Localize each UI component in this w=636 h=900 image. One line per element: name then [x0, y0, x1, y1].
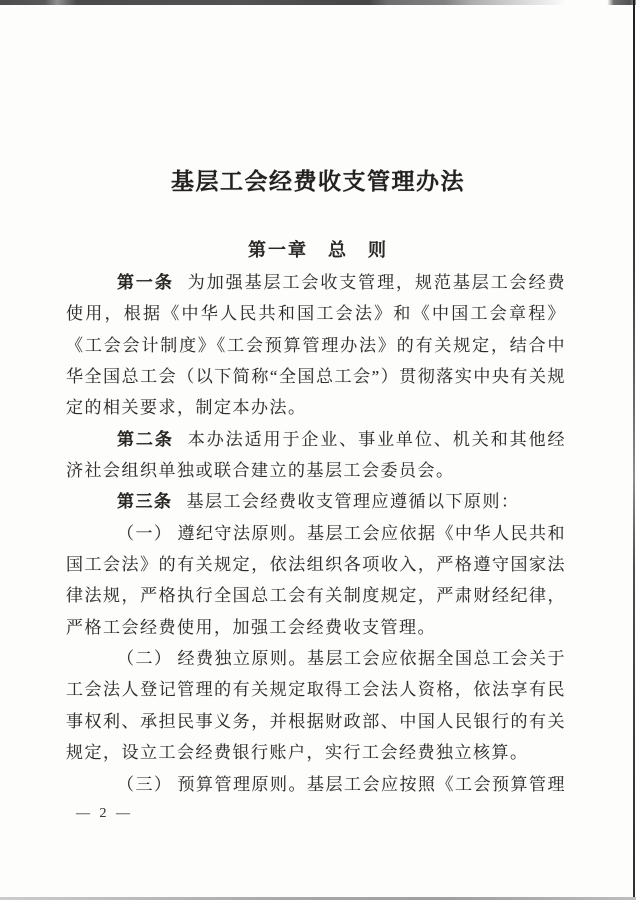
article-text: 为加强基层工会收支管理，规范基层工会经费使用，根据《中华人民共和国工会法》和《中国工会章程》《工会会计制度》《工会预算管理办法》的有关规定，结合中华全国总工会（以下简称“全国总工会”）贯彻落实中央有关规定的相关要求，制定本办法。 — [66, 273, 567, 418]
paragraph-article-3 — [66, 486, 566, 517]
article-text: 本办法适用于企业、事业单位、机关和其他经济社会组织单独或联合建立的基层工会委员会。 — [66, 429, 567, 481]
item-text: 经费独立原则。基层工会应依据全国总工会关于工会法人登记管理的有关规定取得工会法人资格，依法享有民事权利、承担民事义务，并根据财政部、中国人民银行的有关规定，设立工会经费银行账户，实行工会经费独立核算。 — [66, 649, 566, 763]
article-number: 第一条 — [117, 273, 174, 292]
scan-edge-right — [633, 0, 635, 900]
paragraph-item-3 — [66, 769, 566, 800]
page-number: — 2 — — [76, 806, 133, 821]
item-text: 预算管理原则。基层工会应按照《工会预算管理 — [177, 774, 566, 794]
article-text: 基层工会经费收支管理应遵循以下原则： — [186, 492, 520, 512]
document-title: 基层工会经费收支管理办法 — [171, 169, 465, 194]
paragraph-article-1 — [66, 267, 566, 424]
document-body — [66, 267, 566, 800]
item-number: （三） — [117, 774, 173, 794]
item-number: （一） — [117, 523, 173, 543]
chapter-heading: 第一章 总 则 — [248, 240, 388, 260]
article-number: 第二条 — [117, 429, 174, 449]
paragraph-article-2 — [66, 424, 566, 487]
item-number: （二） — [117, 649, 173, 669]
paragraph-item-2 — [66, 643, 566, 768]
item-text: 遵纪守法原则。基层工会应依据《中华人民共和国工会法》的有关规定，依法组织各项收入，严格遵守国家法律法规，严格执行全国总工会有关制度规定，严肃财经纪律，严格工会经费使用，加强工会经费收支管理。 — [66, 523, 566, 637]
scan-edge-top — [0, 0, 636, 5]
article-number: 第三条 — [117, 492, 173, 512]
paragraph-item-1 — [66, 518, 566, 643]
